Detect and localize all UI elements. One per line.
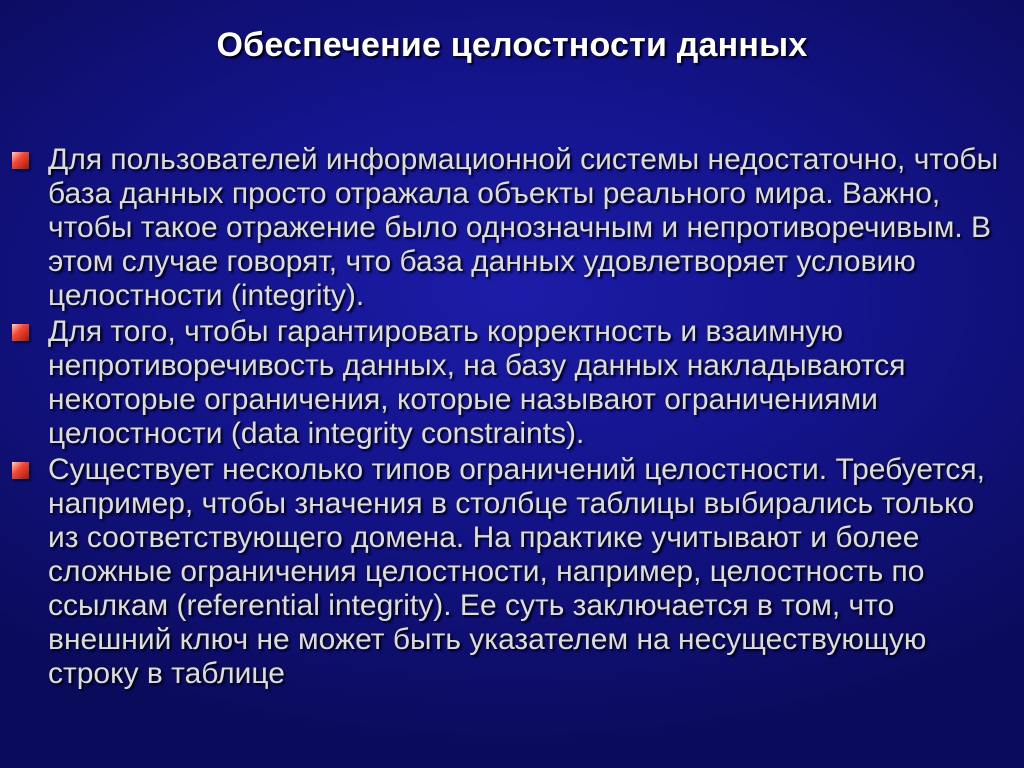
red-square-bullet-icon [12, 152, 29, 169]
slide-title: Обеспечение целостности данных [216, 26, 808, 64]
bullet-item [12, 143, 1012, 313]
bullet-item [12, 315, 1012, 451]
red-square-bullet-icon [12, 462, 29, 479]
bullet-text: Для того, чтобы гарантировать корректность и взаимную непротиворечивость данных, на базу данных накладываются некоторые ограничения, которые называют ограничениями целостности (data integrity constraints). [48, 315, 906, 450]
bullet-text: Существует несколько типов ограничений целостности. Требуется, например, чтобы значения в столбце таблицы выбирались только из соответствующего домена. На практике учитывают и более сложные ограничения целостности, например, целостность по ссылкам (referential integrity). Ее суть заключается в том, что внешний ключ не может быть указателем на несуществующую строку в таблице [48, 453, 986, 690]
red-square-bullet-icon [12, 324, 29, 341]
bullet-item [12, 453, 1012, 691]
bullet-list [12, 143, 1012, 693]
bullet-text: Для пользователей информационной системы недостаточно, чтобы база данных просто отражала объекты реального мира. Важно, чтобы такое отражение было однозначным и непротиворечивым. В этом случае говорят, что база данных удовлетворяет условию целостности (integrity). [48, 143, 999, 312]
